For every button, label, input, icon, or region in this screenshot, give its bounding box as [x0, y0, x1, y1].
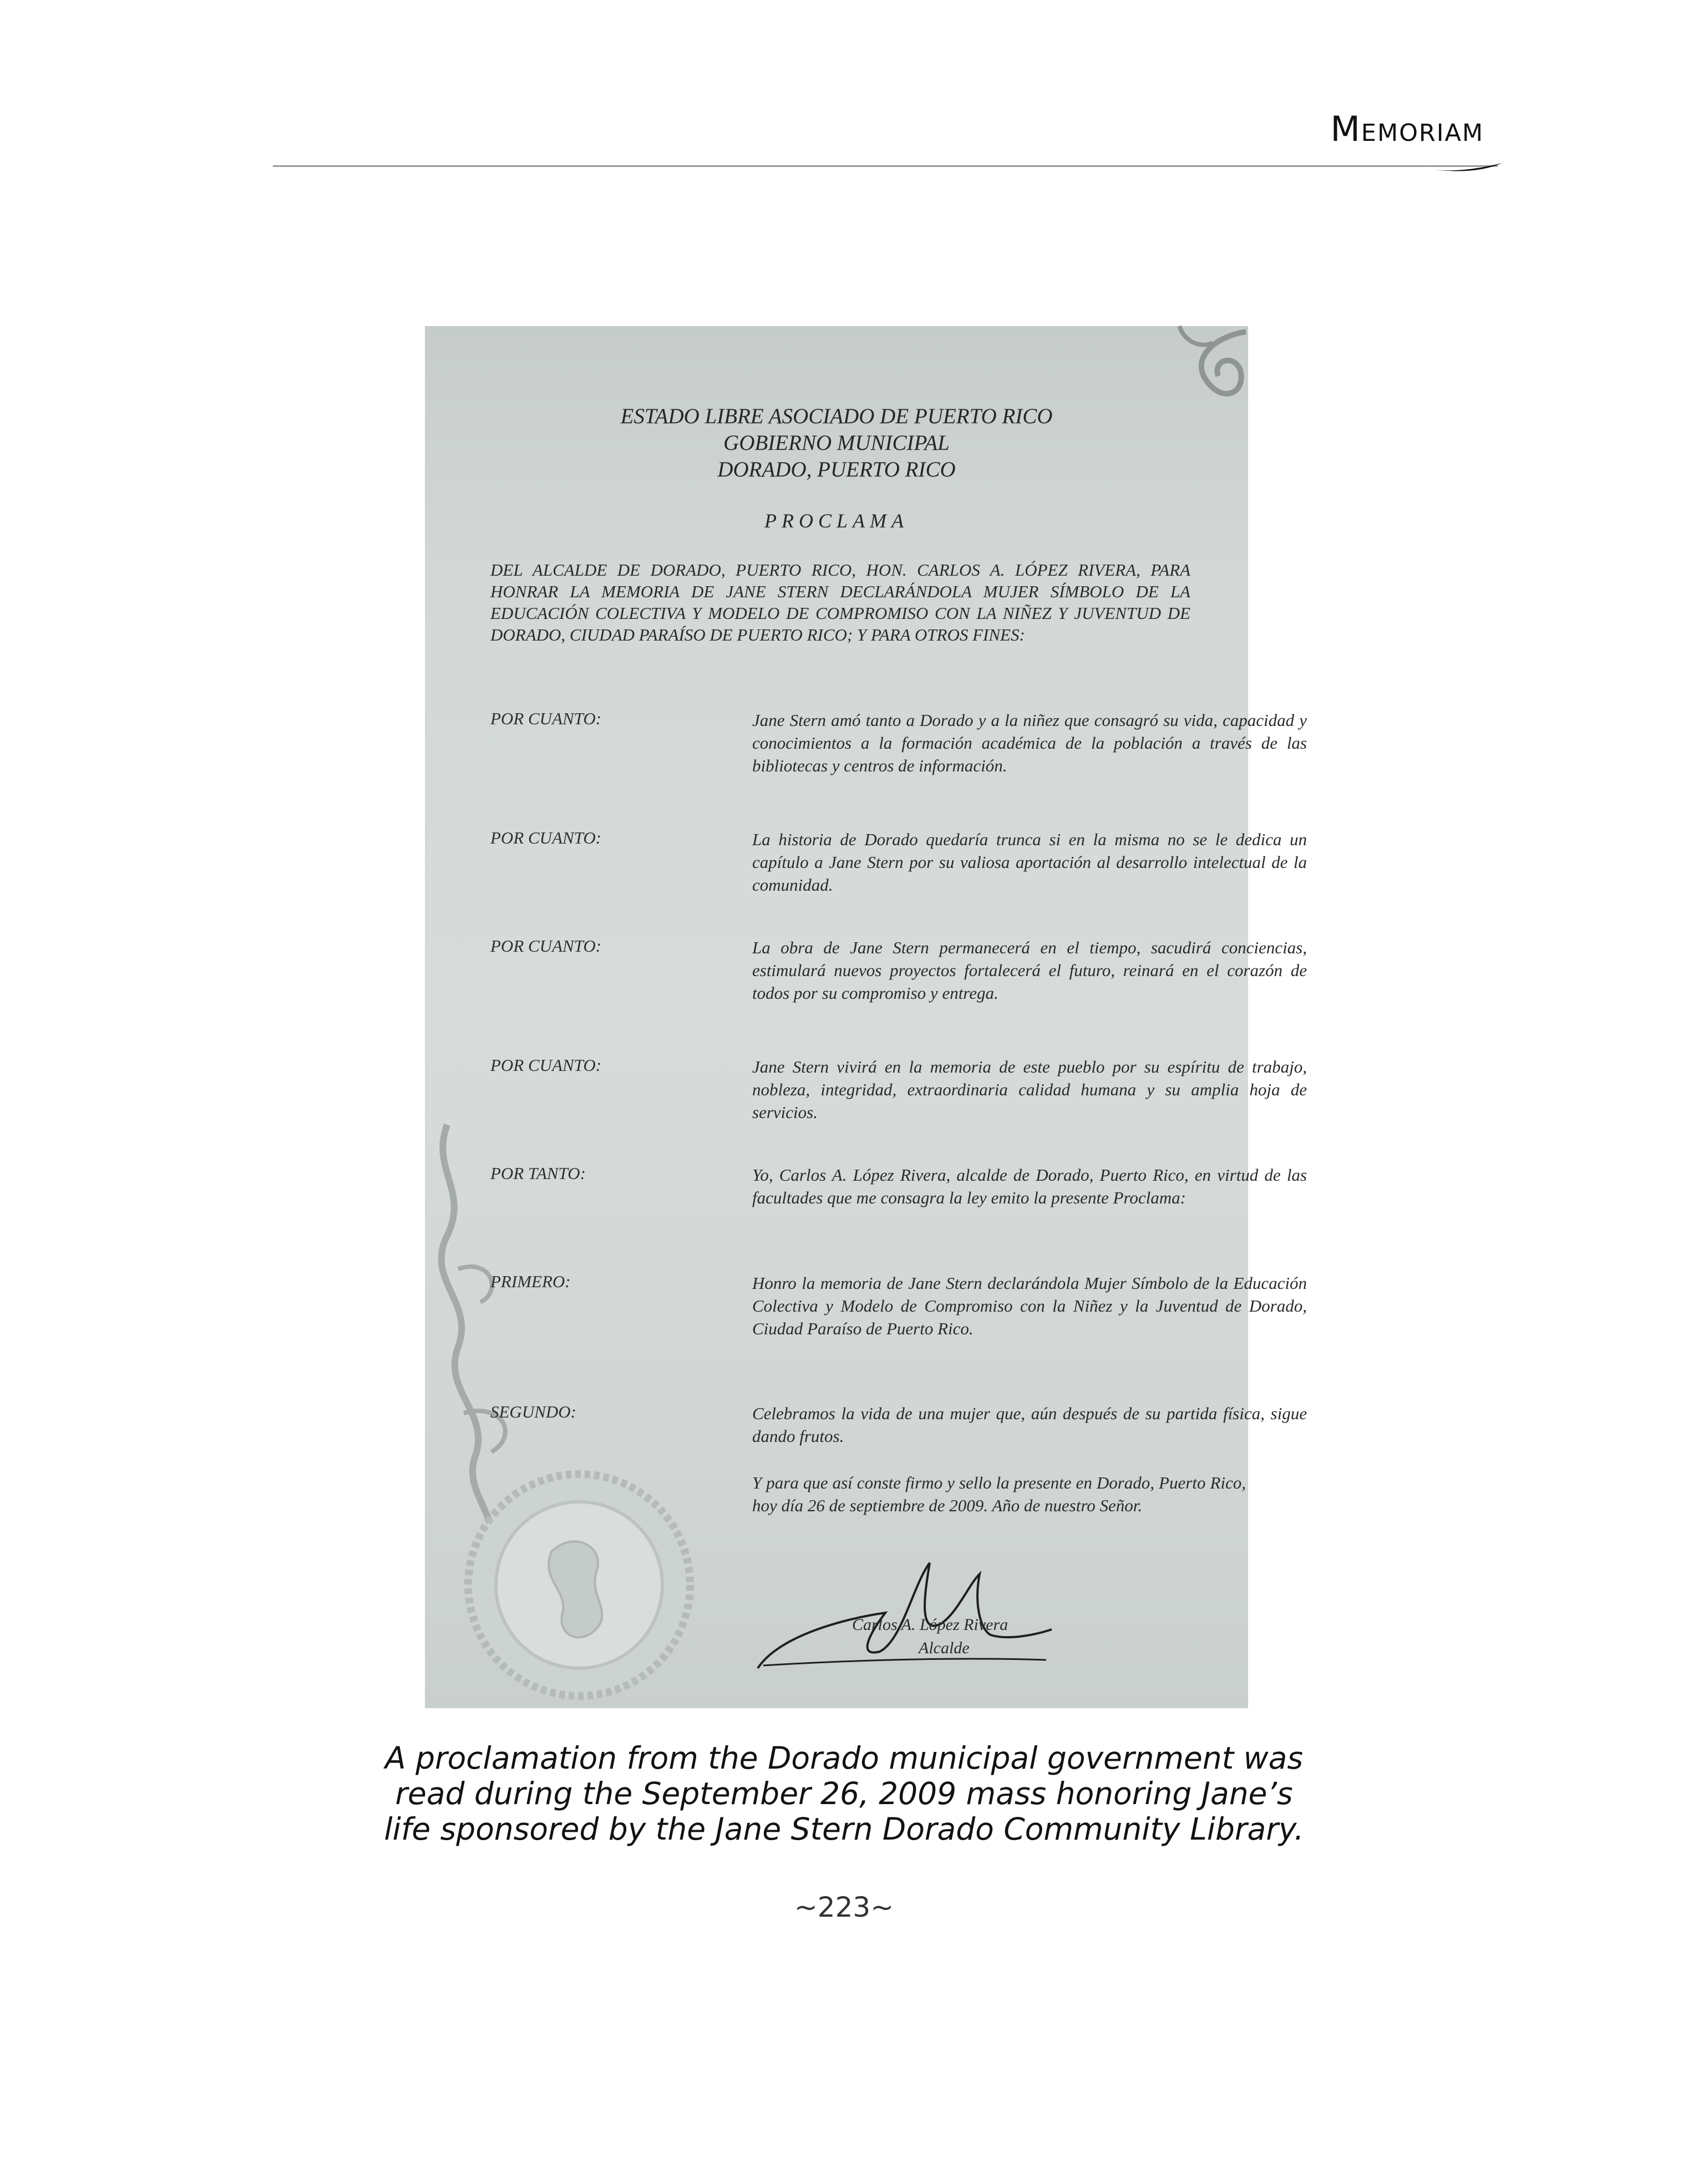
- proclamation-photo: [425, 326, 1307, 1708]
- issuer-line: ESTADO LIBRE ASOCIADO DE PUERTO RICO: [620, 404, 1053, 428]
- signer-title: Alcalde: [919, 1639, 970, 1657]
- issuer-line: GOBIERNO MUNICIPAL: [723, 431, 950, 455]
- header-swash-ornament: [1426, 159, 1503, 175]
- clause-text: Celebramos la vida de una mujer que, aún después de su partida física, sigue dando frutos.: [752, 1404, 1307, 1446]
- clause-text: Jane Stern amó tanto a Dorado y a la niñez que consagró su vida, capacidad y conocimientos a la formación académica de la población a través de las bibliotecas y centros de información.: [752, 710, 1307, 775]
- caption-line: life sponsored by the Jane Stern Dorado Community Library.: [384, 1811, 1304, 1847]
- clause-text: La historia de Dorado quedaría trunca si en la misma no se le dedica un capítulo a Jane Stern por su valiosa aportación al desarrollo intelectual de la comunidad.: [752, 830, 1307, 895]
- header-rule: [273, 165, 1498, 167]
- clause-label: PRIMERO:: [490, 1272, 571, 1291]
- clause-label: SEGUNDO:: [490, 1402, 576, 1421]
- running-header: Memoriam: [1330, 109, 1484, 149]
- clause-label: POR CUANTO:: [490, 936, 602, 956]
- proclamation-preamble: DEL ALCALDE DE DORADO, PUERTO RICO, HON. CARLOS A. LÓPEZ RIVERA, PARA HONRAR LA MEMORIA DE JANE STERN DECLARÁNDOLA MUJER SÍMBOLO DE LA EDUCACIÓN COLECTIVA Y MODELO DE COMPROMISO CON LA NIÑEZ Y JUVENTUD DE DORADO, CIUDAD PARAÍSO DE PUERTO RICO; Y PARA OTROS FINES:: [490, 560, 1190, 644]
- embossed-seal: [463, 1469, 696, 1702]
- clause-text: Honro la memoria de Jane Stern declarándola Mujer Símbolo de la Educación Colectiva y Modelo de Compromiso con la Niñez y la Juventud de Dorado, Ciudad Paraíso de Puerto Rico.: [752, 1273, 1307, 1338]
- caption-line: A proclamation from the Dorado municipal government was: [385, 1740, 1303, 1776]
- page-number: ~223~: [794, 1891, 894, 1923]
- clause-text: Yo, Carlos A. López Rivera, alcalde de Dorado, Puerto Rico, en virtud de las facultades que me consagra la ley emito la presente Proclama:: [752, 1165, 1307, 1207]
- clause-label: POR TANTO:: [490, 1164, 586, 1183]
- figure-caption: [311, 1740, 1377, 1847]
- caption-line: read during the September 26, 2009 mass honoring Jane’s: [395, 1776, 1293, 1811]
- clause-label: POR CUANTO:: [490, 709, 602, 728]
- issuer-line: DORADO, PUERTO RICO: [717, 458, 956, 481]
- clause-text: La obra de Jane Stern permanecerá en el tiempo, sacudirá conciencias, estimulará nuevos proyectos fortalecerá el futuro, reinará en el corazón de todos por su compromiso y entrega.: [752, 938, 1307, 1003]
- closing-statement: Y para que así conste firmo y sello la presente en Dorado, Puerto Rico, hoy día 26 de septiembre de 2009. Año de nuestro Señor.: [752, 1473, 1246, 1515]
- proclamation-heading: PROCLAMA: [764, 510, 909, 532]
- clause-text: Jane Stern vivirá en la memoria de este pueblo por su espíritu de trabajo, nobleza, integridad, extraordinaria calidad humana y su amplia hoja de servicios.: [752, 1057, 1307, 1122]
- clause-label: POR CUANTO:: [490, 1055, 602, 1075]
- clause-label: POR CUANTO:: [490, 828, 602, 847]
- signer-name: Carlos A. López Rivera: [852, 1616, 1008, 1634]
